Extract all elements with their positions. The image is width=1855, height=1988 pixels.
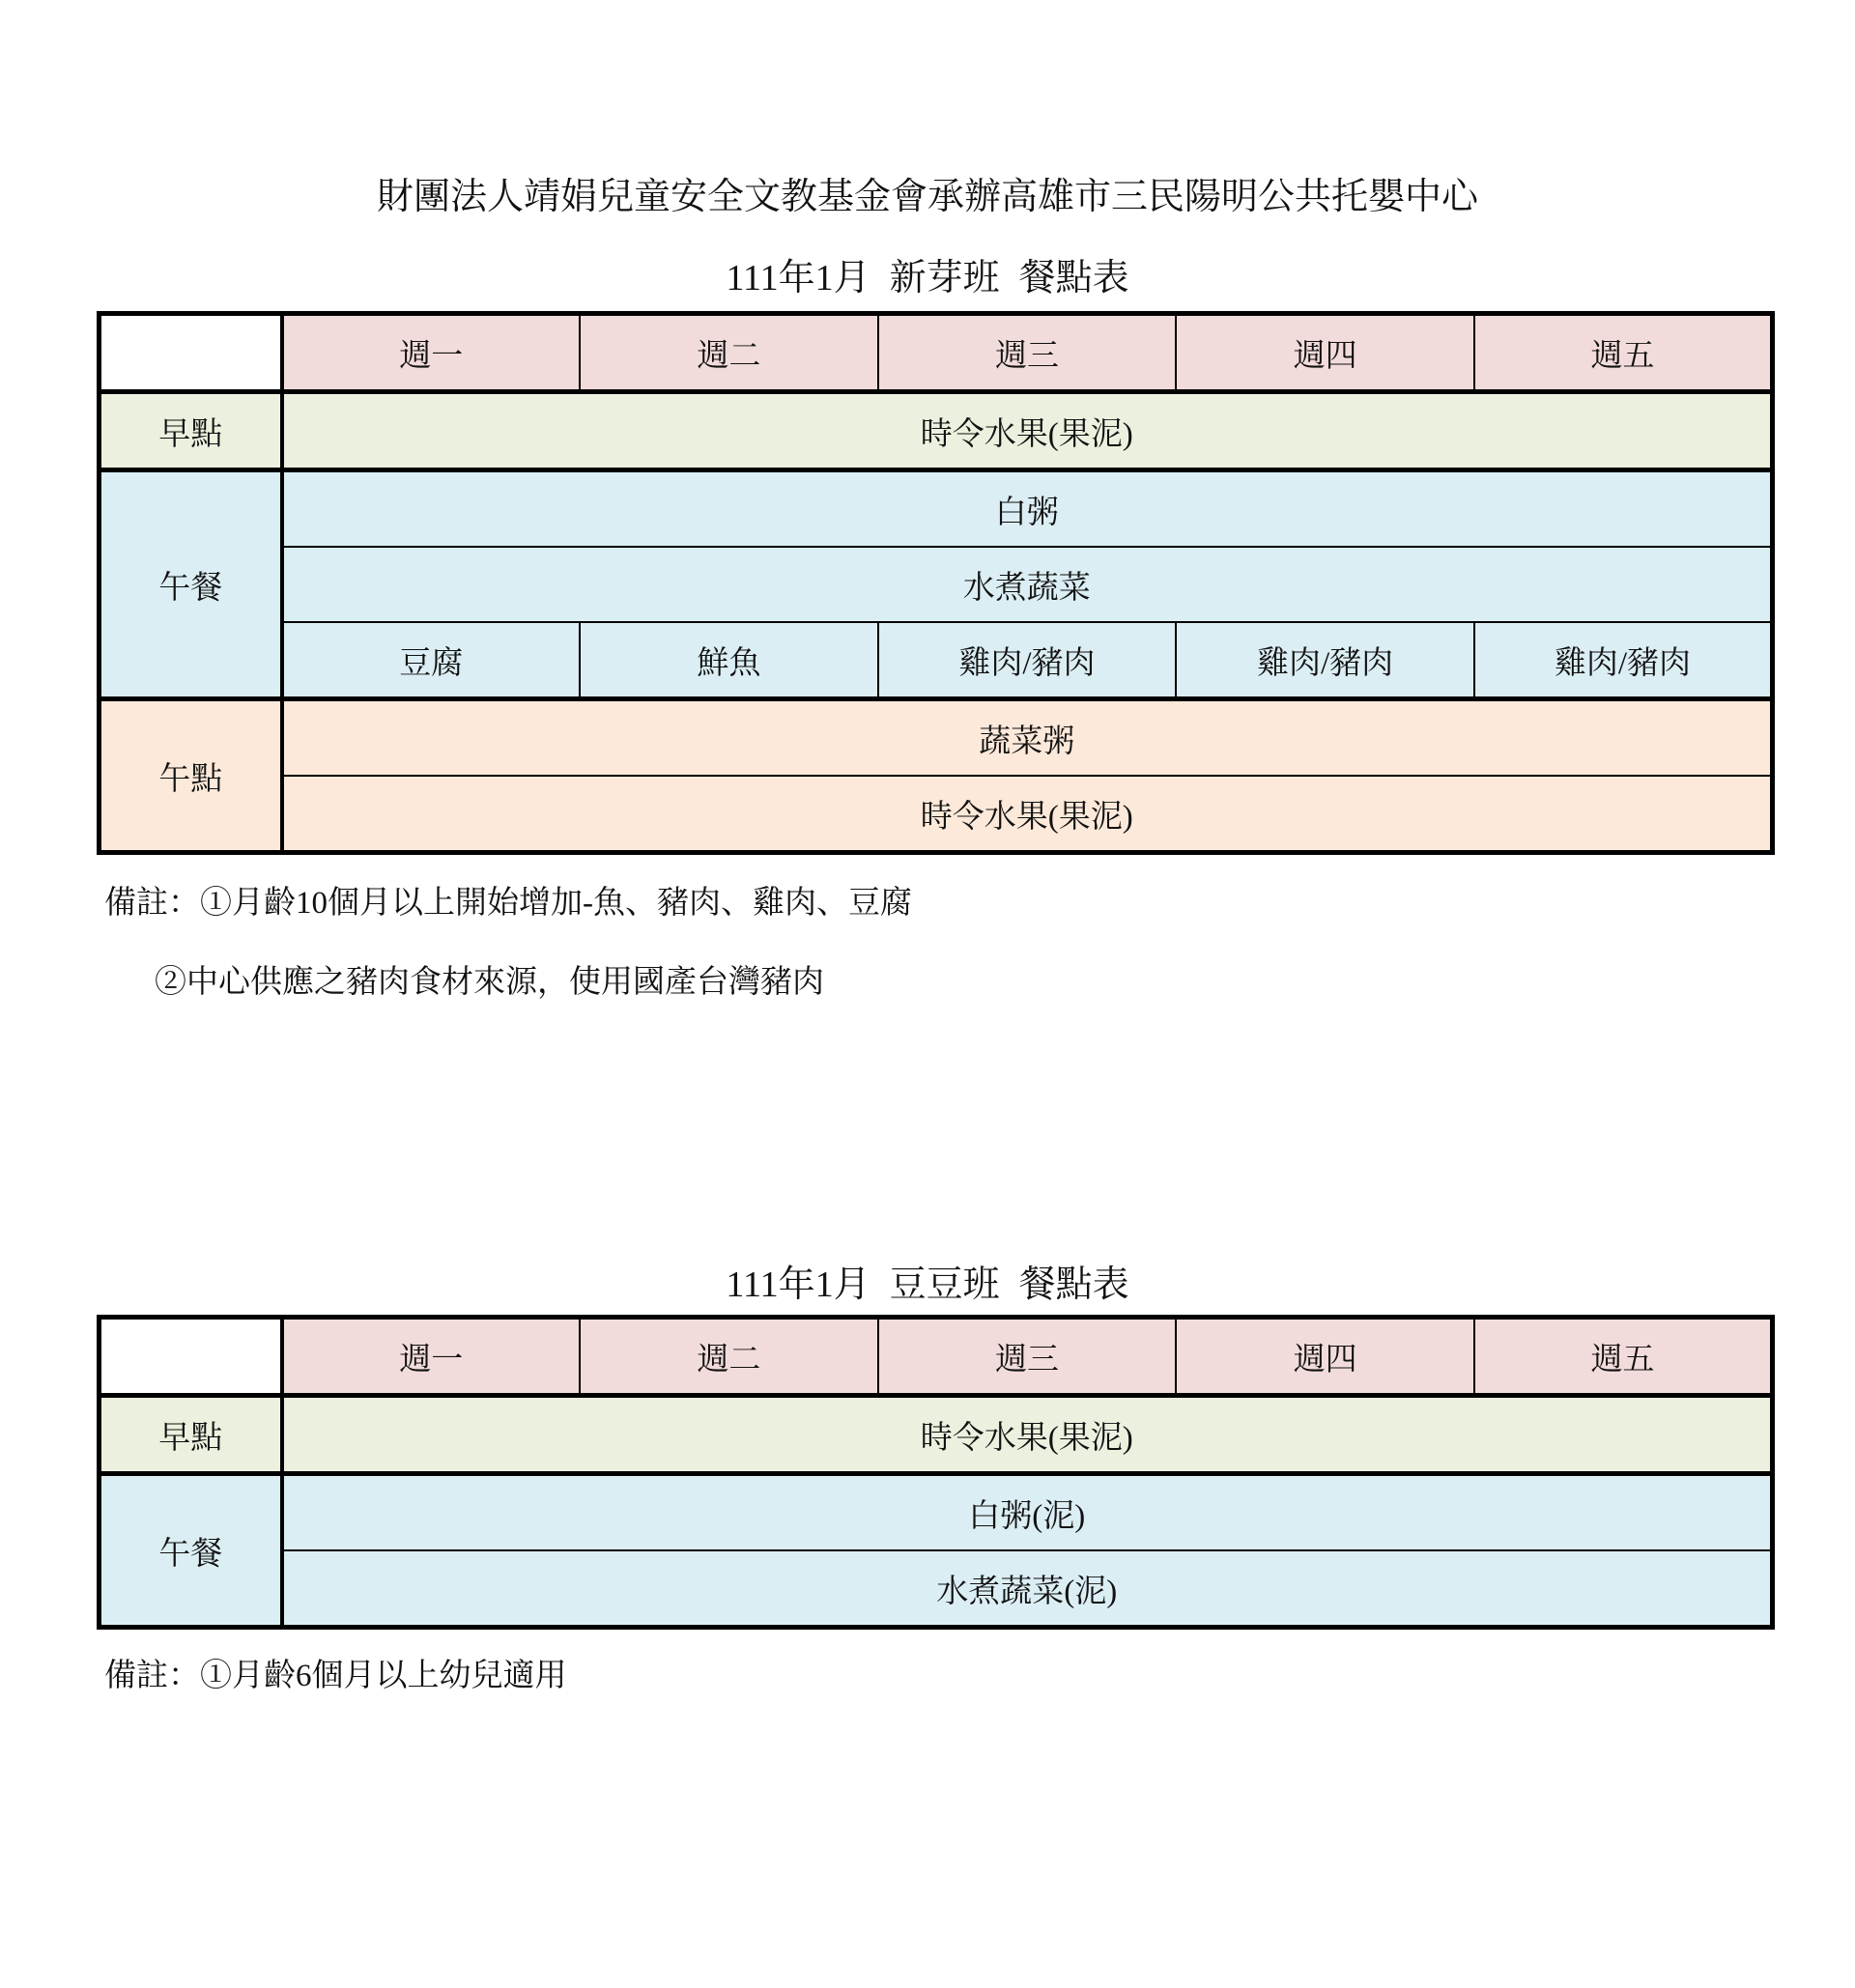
menu-table-doudou [97, 1315, 1775, 1630]
header-row [100, 1318, 1773, 1396]
lunch-row [100, 547, 1773, 622]
table2-label: 餐點表 [1018, 1264, 1129, 1305]
lunch-daily-item: 雞肉/豬肉 [878, 622, 1177, 699]
day-header: 週二 [580, 314, 878, 392]
day-header: 週四 [1176, 314, 1474, 392]
snack-label: 午點 [100, 699, 282, 853]
day-header: 週二 [580, 1318, 878, 1396]
lunch-label: 午餐 [100, 1474, 282, 1628]
snack-item: 蔬菜粥 [282, 699, 1773, 777]
lunch-daily-item: 雞肉/豬肉 [1176, 622, 1474, 699]
lunch-item: 白粥(泥) [282, 1474, 1773, 1551]
day-header: 週五 [1474, 1318, 1773, 1396]
lunch-row [100, 1474, 1773, 1551]
table1-class: 新芽班 [889, 258, 1000, 298]
day-header: 週一 [282, 1318, 581, 1396]
menu-table-xinya [97, 311, 1775, 855]
snack-item: 時令水果(果泥) [282, 776, 1773, 853]
breakfast-label: 早點 [100, 1396, 282, 1474]
day-header: 週四 [1176, 1318, 1474, 1396]
table1-note-2: ②中心供應之豬肉食材來源，使用國產台灣豬肉 [155, 965, 824, 1000]
breakfast-label: 早點 [100, 392, 282, 470]
day-header: 週五 [1474, 314, 1773, 392]
breakfast-row [100, 392, 1773, 470]
table1-month: 111年1月 [726, 258, 870, 298]
organization-title: 財團法人靖娟兒童安全文教基金會承辦高雄市三民陽明公共托嬰中心 [376, 177, 1478, 217]
day-header: 週三 [878, 1318, 1177, 1396]
header-row [100, 314, 1773, 392]
table1-label: 餐點表 [1018, 258, 1129, 298]
lunch-item: 水煮蔬菜(泥) [282, 1550, 1773, 1628]
table1-title [0, 247, 1855, 300]
lunch-row [100, 470, 1773, 548]
corner-cell [100, 1318, 282, 1396]
snack-row [100, 776, 1773, 853]
table2-note-1: 備註：①月齡6個月以上幼兒適用 [104, 1659, 567, 1693]
snack-row [100, 699, 1773, 777]
table2-title [0, 1254, 1855, 1307]
lunch-label: 午餐 [100, 470, 282, 699]
lunch-item: 白粥 [282, 470, 1773, 548]
day-header: 週一 [282, 314, 581, 392]
lunch-row [100, 1550, 1773, 1628]
breakfast-item: 時令水果(果泥) [282, 392, 1773, 470]
day-header: 週三 [878, 314, 1177, 392]
breakfast-row [100, 1396, 1773, 1474]
table1-note-1: 備註：①月齡10個月以上開始增加-魚、豬肉、雞肉、豆腐 [104, 886, 912, 921]
lunch-item: 水煮蔬菜 [282, 547, 1773, 622]
table2-month: 111年1月 [726, 1264, 870, 1305]
lunch-daily-row [100, 622, 1773, 699]
corner-cell [100, 314, 282, 392]
lunch-daily-item: 鮮魚 [580, 622, 878, 699]
lunch-daily-item: 豆腐 [282, 622, 581, 699]
table2-class: 豆豆班 [889, 1264, 1000, 1305]
lunch-daily-item: 雞肉/豬肉 [1474, 622, 1773, 699]
breakfast-item: 時令水果(果泥) [282, 1396, 1773, 1474]
